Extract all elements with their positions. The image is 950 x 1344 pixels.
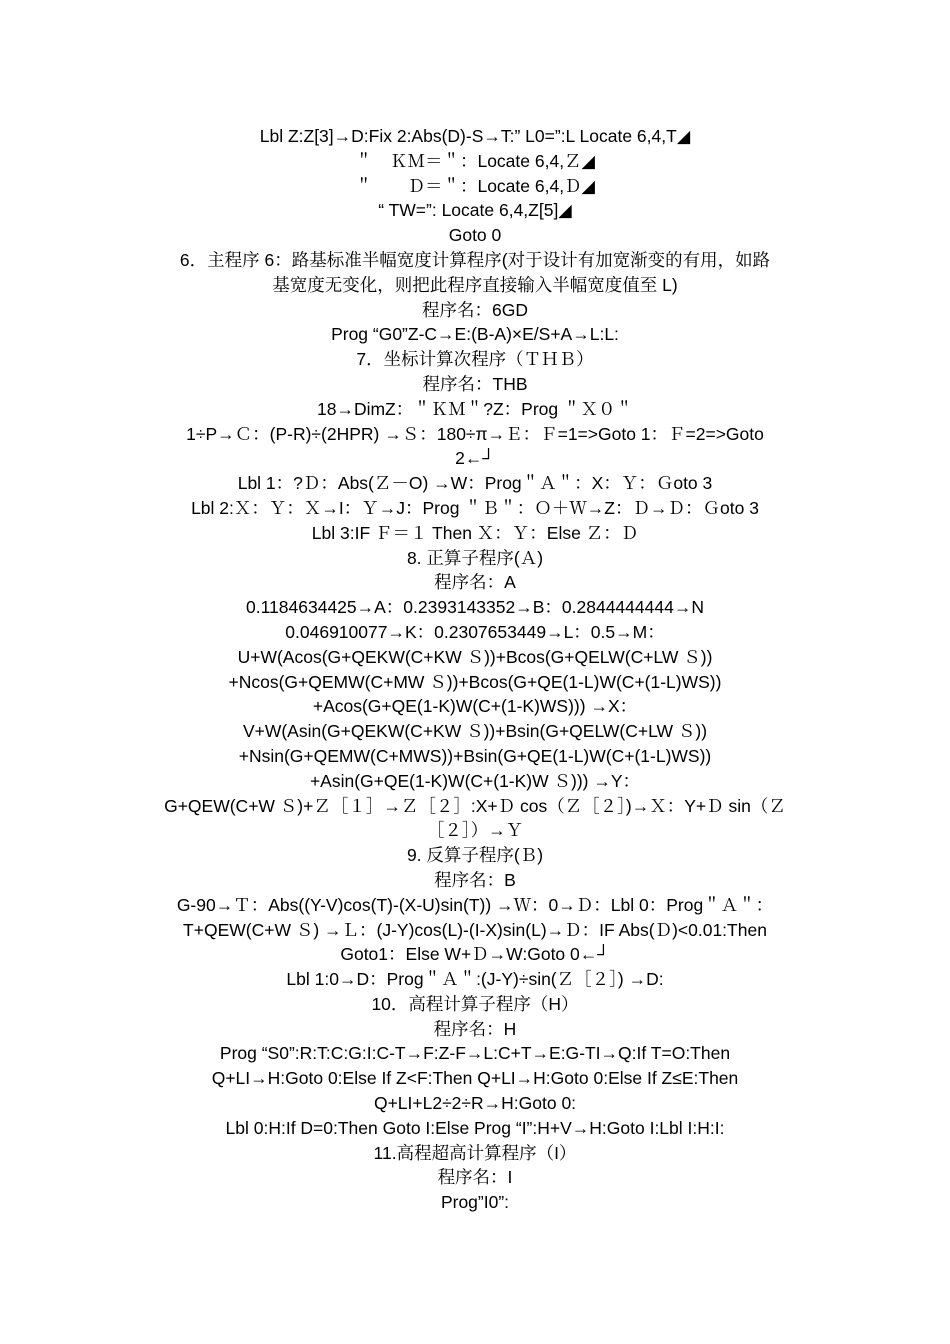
code-line-thb-lbl2: Lbl 2:Ｘ：Ｙ：Ｘ→I：Ｙ→J：Prog ＂Ｂ＂：Ｏ＋Ｗ→Z：Ｄ→Ｄ：Ｇoto 3 — [191, 497, 759, 518]
code-line-h-2: Q+LI→H:Goto 0:Else If Z<F:Then Q+LI→H:Goto 0:Else If Z≤E:Then — [211, 1068, 739, 1089]
code-line-h-1: Prog “S0”:R:T:C:G:I:C-T→F:Z-F→L:C+T→E:G-TI→Q:If T=O:Then — [219, 1043, 731, 1064]
program-name-b: 程序名：B — [434, 869, 516, 890]
code-line-a-1: 0.1184634425→A：0.2393143352→B：0.2844444444→N — [246, 597, 704, 618]
code-line-thb-lbl3: Lbl 3:IF Ｆ＝１ Then Ｘ：Ｙ：Else Ｚ：Ｄ — [311, 522, 639, 543]
program-name-h: 程序名：H — [433, 1018, 517, 1039]
code-line-b-1: G-90→Ｔ：Abs((Y-V)cos(T)-(X-U)sin(T)) →Ｗ：0→Ｄ：Lbl 0：Prog＂Ａ＂： — [176, 894, 774, 915]
code-line-a-8: +Asin(G+QE(1-K)W(C+(1-K)W Ｓ))) →Y： — [309, 770, 641, 791]
code-line-goto-0: Goto 0 — [448, 225, 502, 246]
code-line-km-display: ＂ ＫＭ＝＂：Locate 6,4,Ｚ◢ — [354, 150, 596, 171]
code-line-a-7: +Nsin(G+QEMW(C+MWS))+Bsin(G+QE(1-L)W(C+(1-L)WS)) — [238, 745, 712, 766]
code-line-a-4: +Ncos(G+QEMW(C+MW Ｓ))+Bcos(G+QE(1-L)W(C+(1-L)WS)) — [228, 671, 722, 692]
program-name-i: 程序名：I — [437, 1167, 513, 1188]
section-heading-6: 6．主程序 6：路基标准半幅宽度计算程序(对于设计有加宽渐变的有用，如路 — [179, 249, 771, 270]
section-heading-8: 8. 正算子程序(Ａ) — [406, 547, 544, 568]
code-line-a-10: ［２］）→Ｙ — [426, 820, 524, 841]
code-line-d-display: ＂ Ｄ＝＂：Locate 6,4,Ｄ◢ — [354, 175, 596, 196]
section-heading-6-cont: 基宽度无变化，则把此程序直接输入半幅宽度值至 L) — [272, 274, 678, 295]
program-listing — [150, 124, 800, 1215]
program-name-a: 程序名：A — [434, 572, 516, 593]
code-line-tw-display: “ TW=”: Locate 6,4,Z[5]◢ — [378, 200, 572, 221]
program-name-thb: 程序名：THB — [422, 373, 528, 394]
code-line-h-4: Lbl 0:H:If D=0:Then Goto I:Else Prog “I”:H+V→H:Goto I:Lbl I:H:I: — [225, 1117, 725, 1138]
code-line-a-2: 0.046910077→K：0.2307653449→L：0.5→M： — [285, 621, 665, 642]
code-line-h-3: Q+LI+L2÷2÷R→H:Goto 0: — [373, 1093, 577, 1114]
section-heading-7: 7．坐标计算次程序（ＴＨＢ） — [356, 349, 594, 370]
code-line-a-9: G+QEW(C+W Ｓ)+Ｚ［１］→Ｚ［２］:X+Ｄ cos（Ｚ［２］)→Ｘ：Y+Ｄ sin（Ｚ — [164, 795, 786, 816]
code-line-6gd: Prog “G0”Z-C→E:(B-A)×E/S+A→L:L: — [331, 324, 619, 345]
section-heading-10: 10．高程计算子程序（H） — [371, 993, 579, 1014]
code-line-a-6: V+W(Asin(G+QEKW(C+KW Ｓ))+Bsin(G+QELW(C+LW Ｓ)) — [242, 721, 708, 742]
code-line-thb-1: 18→DimZ：＂ＫＭ＂?Z：Prog ＂Ｘ０＂ — [316, 398, 633, 419]
code-line-a-5: +Acos(G+QE(1-K)W(C+(1-K)WS))) →X： — [312, 696, 638, 717]
section-heading-11: 11.高程超高计算程序（I） — [373, 1142, 577, 1163]
code-line-thb-2: 1÷P→Ｃ：(P-R)÷(2HPR) →Ｓ：180÷π→Ｅ：Ｆ=1=>Goto 1：Ｆ=2=>Goto — [186, 423, 764, 444]
code-line-a-3: U+W(Acos(G+QEKW(C+KW Ｓ))+Bcos(G+QELW(C+LW Ｓ)) — [237, 646, 713, 667]
code-line-thb-lbl1: Lbl 1：?Ｄ：Abs(Ｚ－O) →W：Prog＂Ａ＂：X：Ｙ：Ｇoto 3 — [237, 473, 713, 494]
section-heading-9: 9. 反算子程序(Ｂ) — [406, 845, 544, 866]
code-line-thb-3: 2←┘ — [455, 448, 495, 469]
code-line-b-2: T+QEW(C+W Ｓ) →Ｌ：(J-Y)cos(L)-(I-X)sin(L)→Ｄ：IF Abs(Ｄ)<0.01:Then — [183, 919, 767, 940]
code-line-lbl-z: Lbl Z:Z[3]→D:Fix 2:Abs(D)-S→T:” L0=”:L Locate 6,4,T◢ — [259, 126, 691, 146]
program-name-6gd: 程序名：6GD — [422, 299, 528, 320]
code-line-i-1: Prog”I0”: — [440, 1192, 510, 1213]
code-line-b-3: Goto1：Else W+Ｄ→W:Goto 0←┘ — [340, 944, 610, 965]
code-line-b-4: Lbl 1:0→D：Prog＂Ａ＂:(J-Y)÷sin(Ｚ［２］) →D: — [286, 969, 664, 990]
